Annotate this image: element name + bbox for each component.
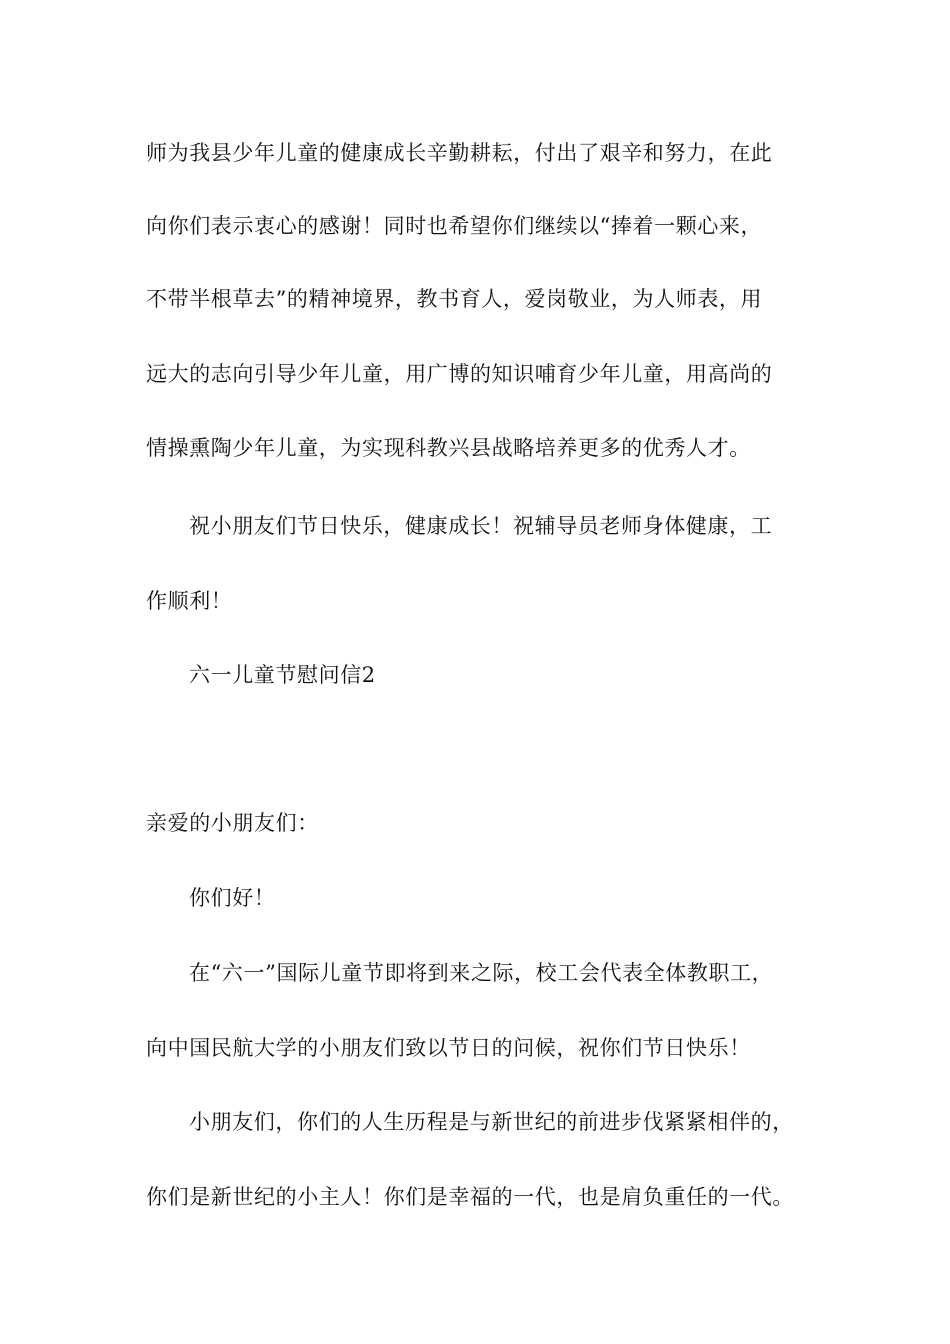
section-heading: 六一儿童节慰问信2 [189,663,376,687]
text-line: 你们是新世纪的小主人！你们是幸福的一代，也是肩负重任的一代。 [146,1185,794,1209]
text-line: 在“六一”国际儿童节即将到来之际，校工会代表全体教职工， [189,961,774,985]
text-line: 远大的志向引导少年儿童，用广博的知识哺育少年儿童，用高尚的 [146,362,773,386]
salutation: 亲爱的小朋友们： [146,811,319,835]
text-line: 不带半根草去”的精神境界，教书育人，爱岗敬业，为人师表，用 [146,287,763,311]
text-line: 向你们表示衷心的感谢！同时也希望你们继续以“捧着一颗心来， [146,214,763,238]
text-line: 师为我县少年儿童的健康成长辛勤耕耘，付出了艰辛和努力，在此 [146,141,773,165]
text-line: 情操熏陶少年儿童，为实现科教兴县战略培养更多的优秀人才。 [146,436,751,460]
text-line: 小朋友们，你们的人生历程是与新世纪的前进步伐紧紧相伴的， [189,1110,794,1134]
text-line: 祝小朋友们节日快乐，健康成长！祝辅导员老师身体健康，工 [189,514,773,538]
text-line: 作顺利！ [146,589,233,613]
text-line: 向中国民航大学的小朋友们致以节日的问候，祝你们节日快乐！ [146,1036,751,1060]
greeting: 你们好！ [189,886,276,910]
